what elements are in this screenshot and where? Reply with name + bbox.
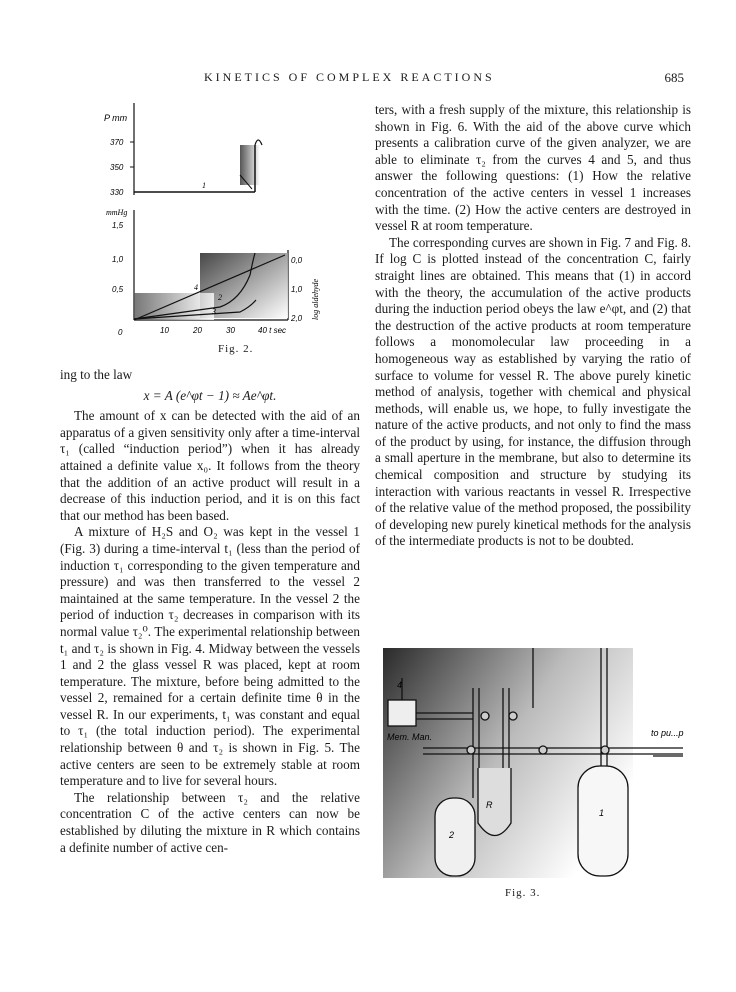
running-head: KINETICS OF COMPLEX REACTIONS bbox=[204, 70, 495, 84]
fig2-right-label: log aldehyde bbox=[311, 278, 320, 320]
equation: x = A (e^φt − 1) ≈ Ae^φt. bbox=[143, 387, 277, 403]
left-column bbox=[60, 367, 360, 856]
fig2-tick-330: 330 bbox=[110, 188, 124, 197]
fig2-curve-label-3: 3 bbox=[212, 307, 216, 316]
fig2-y-top-label: P mm bbox=[104, 113, 128, 123]
paragraph: The amount of x can be detected with the aid of an apparatus of a given sensitivity only after a time-interval τ₁ (called “induction period”) when it has already attained a definite value x₀. It follows from the theory that the addition of an active product will result in a decrease of this induction period, and it is on this fact that our method has been based. bbox=[60, 408, 360, 523]
fig3-label-vessel-2: 2 bbox=[449, 830, 455, 840]
fig2-curve-label-1: 1 bbox=[202, 181, 206, 190]
page-header bbox=[0, 70, 736, 90]
figure-3-caption: Fig. 3. bbox=[505, 887, 541, 899]
fig2-right-tick-0: 0,0 bbox=[291, 256, 303, 265]
fig3-label-vessel-1: 1 bbox=[599, 808, 605, 818]
fig3-label-port: 4 bbox=[397, 680, 403, 690]
fig2-tick-1-5: 1,5 bbox=[112, 221, 124, 230]
fig3-label-manometer: Mem. Man. bbox=[387, 732, 433, 742]
fig2-tick-370: 370 bbox=[110, 138, 124, 147]
page-number: 685 bbox=[664, 70, 684, 85]
fig2-x-tick-10: 10 bbox=[160, 326, 169, 335]
fig2-curve-label-4: 4 bbox=[194, 283, 198, 292]
fig2-tick-0-5: 0,5 bbox=[112, 285, 124, 294]
fig3-label-pump: to pu...p bbox=[651, 728, 684, 738]
figure-2-graph bbox=[90, 95, 335, 340]
paragraph: The corresponding curves are shown in Fig. 7 and Fig. 8. If log C is plotted instead of the concentration C, fairly straight lines are obtained. This means that (1) in accord with the theory, the accumulation of the active products during the induction period obeys the law e^φt, and (2) that the destruction of the active products at room temperature follows a monomolecular law proceeding in a homogeneous way as established by varying the ratio of surface to volume for vessel R. The above purely kinetic method of analysis, together with chemical and physical methods, will enable us, we hope, to fully investigate the nature of the active products, and not only to find the mass of the product by using, for instance, the diffusion through a small aperture in the membrane, but also to determine its chemical composition and structure by studying its interaction with various reactants in vessel R. Irrespective of the relative value of the method proposed, the possibility of developing new purely kinetical methods for the analysis of the intermediate products is not to be doubted. bbox=[375, 234, 691, 549]
figure-3-apparatus bbox=[383, 648, 693, 878]
fig2-curve-label-2: 2 bbox=[218, 293, 222, 302]
fig2-right-tick-2: 2,0 bbox=[291, 314, 303, 323]
fig2-x-tick-20: 20 bbox=[193, 326, 202, 335]
fig2-y-bottom-label: mmHg bbox=[106, 208, 128, 217]
fig2-x-tick-40: 40 t sec bbox=[258, 326, 287, 335]
fig2-tick-350: 350 bbox=[110, 163, 124, 172]
fig2-x-tick-30: 30 bbox=[226, 326, 235, 335]
fig2-tick-1-0: 1,0 bbox=[112, 255, 124, 264]
fig2-tick-0: 0 bbox=[118, 328, 123, 337]
figure-2-caption: Fig. 2. bbox=[218, 343, 254, 355]
paragraph: ters, with a fresh supply of the mixture, this relationship is shown in Fig. 6. With the aid of the above curve which presents a calibration curve of the given analyzer, we are able to eliminate τ₂ from the curves 4 and 5, and thus answer the following questions: (1) How the relative concentration of the active centers in vessel 1 increases with the time. (2) How the active centers are destroyed in vessel R at room temperature. bbox=[375, 102, 691, 234]
fig2-right-tick-1: 1,0 bbox=[291, 285, 303, 294]
right-column bbox=[375, 102, 691, 550]
paragraph: The relationship between τ₂ and the relative concentration C of the active centers can now be established by diluting the mixture in R which contains a definite number of active cen- bbox=[60, 789, 360, 855]
paragraph: A mixture of H₂S and O₂ was kept in the vessel 1 (Fig. 3) during a time-interval t₁ (less than the period of induction τ₁ corresponding to the given temperature and pressure) and was then transferred to the vessel 2 maintained at the same temperature. In the vessel 2 the period of induction τ₂ decreases in comparison with its normal value τ₂⁰. The experimental relationship between t₁ and τ₂ is shown in Fig. 4. Midway between the vessels 1 and 2 the glass vessel R was placed, kept at room temperature. The mixture, before being admitted to the vessel 2, remained for a certain definite time θ in the vessel R. In our experiments, t₁ was constant and equal to τ₁ (the total induction period). The experimental relationship between θ and τ₂ is shown in Fig. 5. The active centers are seen to be extremely stable at room temperature and to live for several hours. bbox=[60, 524, 360, 789]
paragraph: ing to the law bbox=[60, 367, 133, 382]
fig3-label-vessel-r: R bbox=[486, 800, 493, 810]
